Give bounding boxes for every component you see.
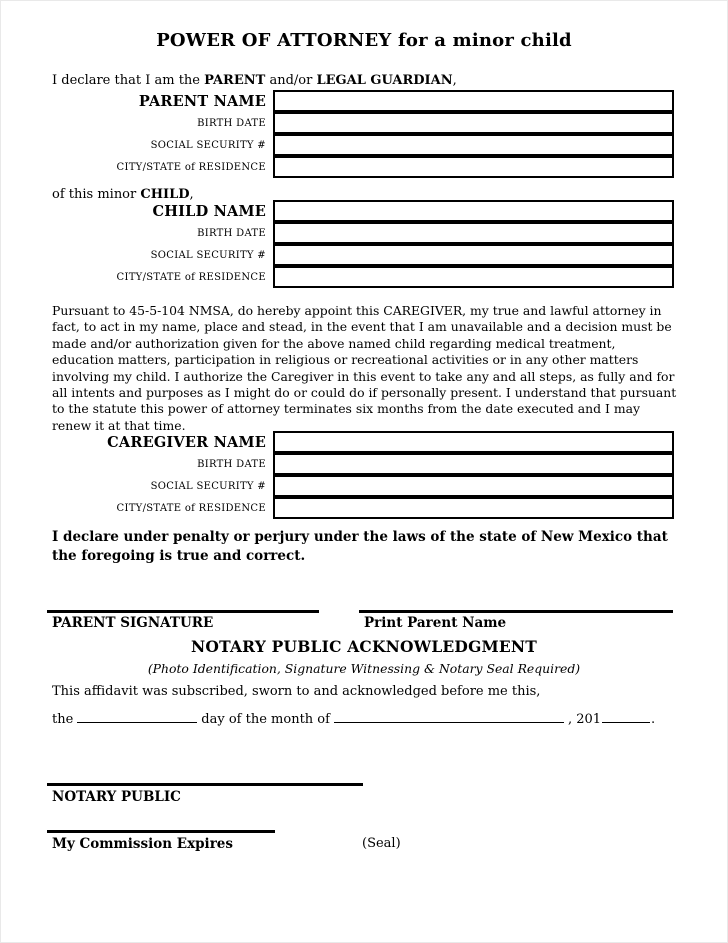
child-birth-date-input[interactable] [273, 222, 674, 244]
field-label: SOCIAL SECURITY # [150, 249, 266, 261]
table-row [52, 200, 674, 222]
commission-expires-line[interactable] [47, 830, 275, 833]
notary-acknowledgment-heading: NOTARY PUBLIC ACKNOWLEDGMENT [191, 637, 537, 656]
caregiver-birth-date-input[interactable] [273, 453, 674, 475]
appointment-paragraph: Pursuant to 45-5-104 NMSA, do hereby appoint this CAREGIVER, my true and lawful attorney in fact, to act in my name, place and stead, in the event that I am unavailable and a decision must be made and/or authorization given for the above named child regarding medical treatment, education matters, participation in religious or recreational activities or in any other matters involving my child. I authorize the Caregiver in this event to take any and all steps, as fully and for all intents and purposes as I might do or could do if personally present. I understand that pursuant to the statute this power of attorney terminates six months from the date executed and I may renew it at that time. [52, 303, 677, 433]
field-label: BIRTH DATE [197, 458, 266, 470]
commission-expires-label: My Commission Expires [52, 836, 233, 852]
notary-public-line[interactable] [47, 783, 363, 786]
field-label: BIRTH DATE [197, 117, 266, 129]
child-name-input[interactable] [273, 200, 674, 222]
document-title: POWER OF ATTORNEY for a minor child [156, 30, 572, 51]
year-blank[interactable] [602, 707, 650, 723]
child-keyword: CHILD [140, 187, 190, 202]
month-blank[interactable] [334, 707, 564, 723]
parent-info-table [52, 90, 674, 178]
table-row [52, 222, 674, 244]
notary-public-label: NOTARY PUBLIC [52, 789, 181, 805]
legal-guardian-keyword: LEGAL GUARDIAN [316, 73, 453, 88]
table-row [52, 475, 674, 497]
affidavit-statement: This affidavit was subscribed, sworn to and acknowledged before me this, [52, 684, 541, 699]
child-info-table [52, 200, 674, 288]
table-row [52, 453, 674, 475]
child-residence-input[interactable] [273, 266, 674, 288]
parent-ssn-input[interactable] [273, 134, 674, 156]
caregiver-ssn-input[interactable] [273, 475, 674, 497]
seal-label: (Seal) [362, 836, 401, 851]
print-parent-name-line[interactable] [359, 610, 673, 613]
intro-text-1: I declare that I am the [52, 73, 205, 88]
table-row [52, 497, 674, 519]
parent-signature-label: PARENT SIGNATURE [52, 615, 214, 631]
date-line-pre: the [52, 712, 74, 727]
table-row [52, 90, 674, 112]
field-label: SOCIAL SECURITY # [150, 139, 266, 151]
table-row [52, 431, 674, 453]
field-label: CHILD NAME [152, 202, 266, 220]
date-line-period: . [651, 712, 656, 727]
table-row [52, 244, 674, 266]
caregiver-name-input[interactable] [273, 431, 674, 453]
year-prefix: , 201 [567, 712, 602, 727]
intro-text-2: and/or [265, 73, 317, 88]
print-parent-name-label: Print Parent Name [364, 615, 507, 631]
table-row [52, 134, 674, 156]
table-row [52, 266, 674, 288]
parent-name-input[interactable] [273, 90, 674, 112]
parent-keyword: PARENT [204, 73, 266, 88]
field-label: PARENT NAME [138, 92, 266, 110]
intro-text-3: , [452, 73, 457, 88]
field-label: CAREGIVER NAME [107, 433, 266, 451]
date-line-mid: day of the month of [201, 712, 330, 727]
notary-requirements: (Photo Identification, Signature Witnessing & Notary Seal Required) [147, 661, 581, 676]
day-blank[interactable] [77, 707, 197, 723]
field-label: SOCIAL SECURITY # [150, 480, 266, 492]
field-label: CITY/STATE of RESIDENCE [116, 161, 266, 173]
parent-birth-date-input[interactable] [273, 112, 674, 134]
parent-signature-line[interactable] [47, 610, 319, 613]
field-label: BIRTH DATE [197, 227, 266, 239]
field-label: CITY/STATE of RESIDENCE [116, 502, 266, 514]
caregiver-info-table [52, 431, 674, 519]
child-ssn-input[interactable] [273, 244, 674, 266]
field-label: CITY/STATE of RESIDENCE [116, 271, 266, 283]
caregiver-residence-input[interactable] [273, 497, 674, 519]
table-row [52, 156, 674, 178]
table-row [52, 112, 674, 134]
date-line [52, 707, 692, 728]
child-intro-comma: , [189, 187, 194, 202]
perjury-declaration: I declare under penalty or perjury under the laws of the state of New Mexico that the foregoing is true and correct. [52, 529, 668, 564]
parent-declaration-line [52, 73, 457, 89]
parent-residence-input[interactable] [273, 156, 674, 178]
child-intro-text: of this minor [52, 187, 141, 202]
